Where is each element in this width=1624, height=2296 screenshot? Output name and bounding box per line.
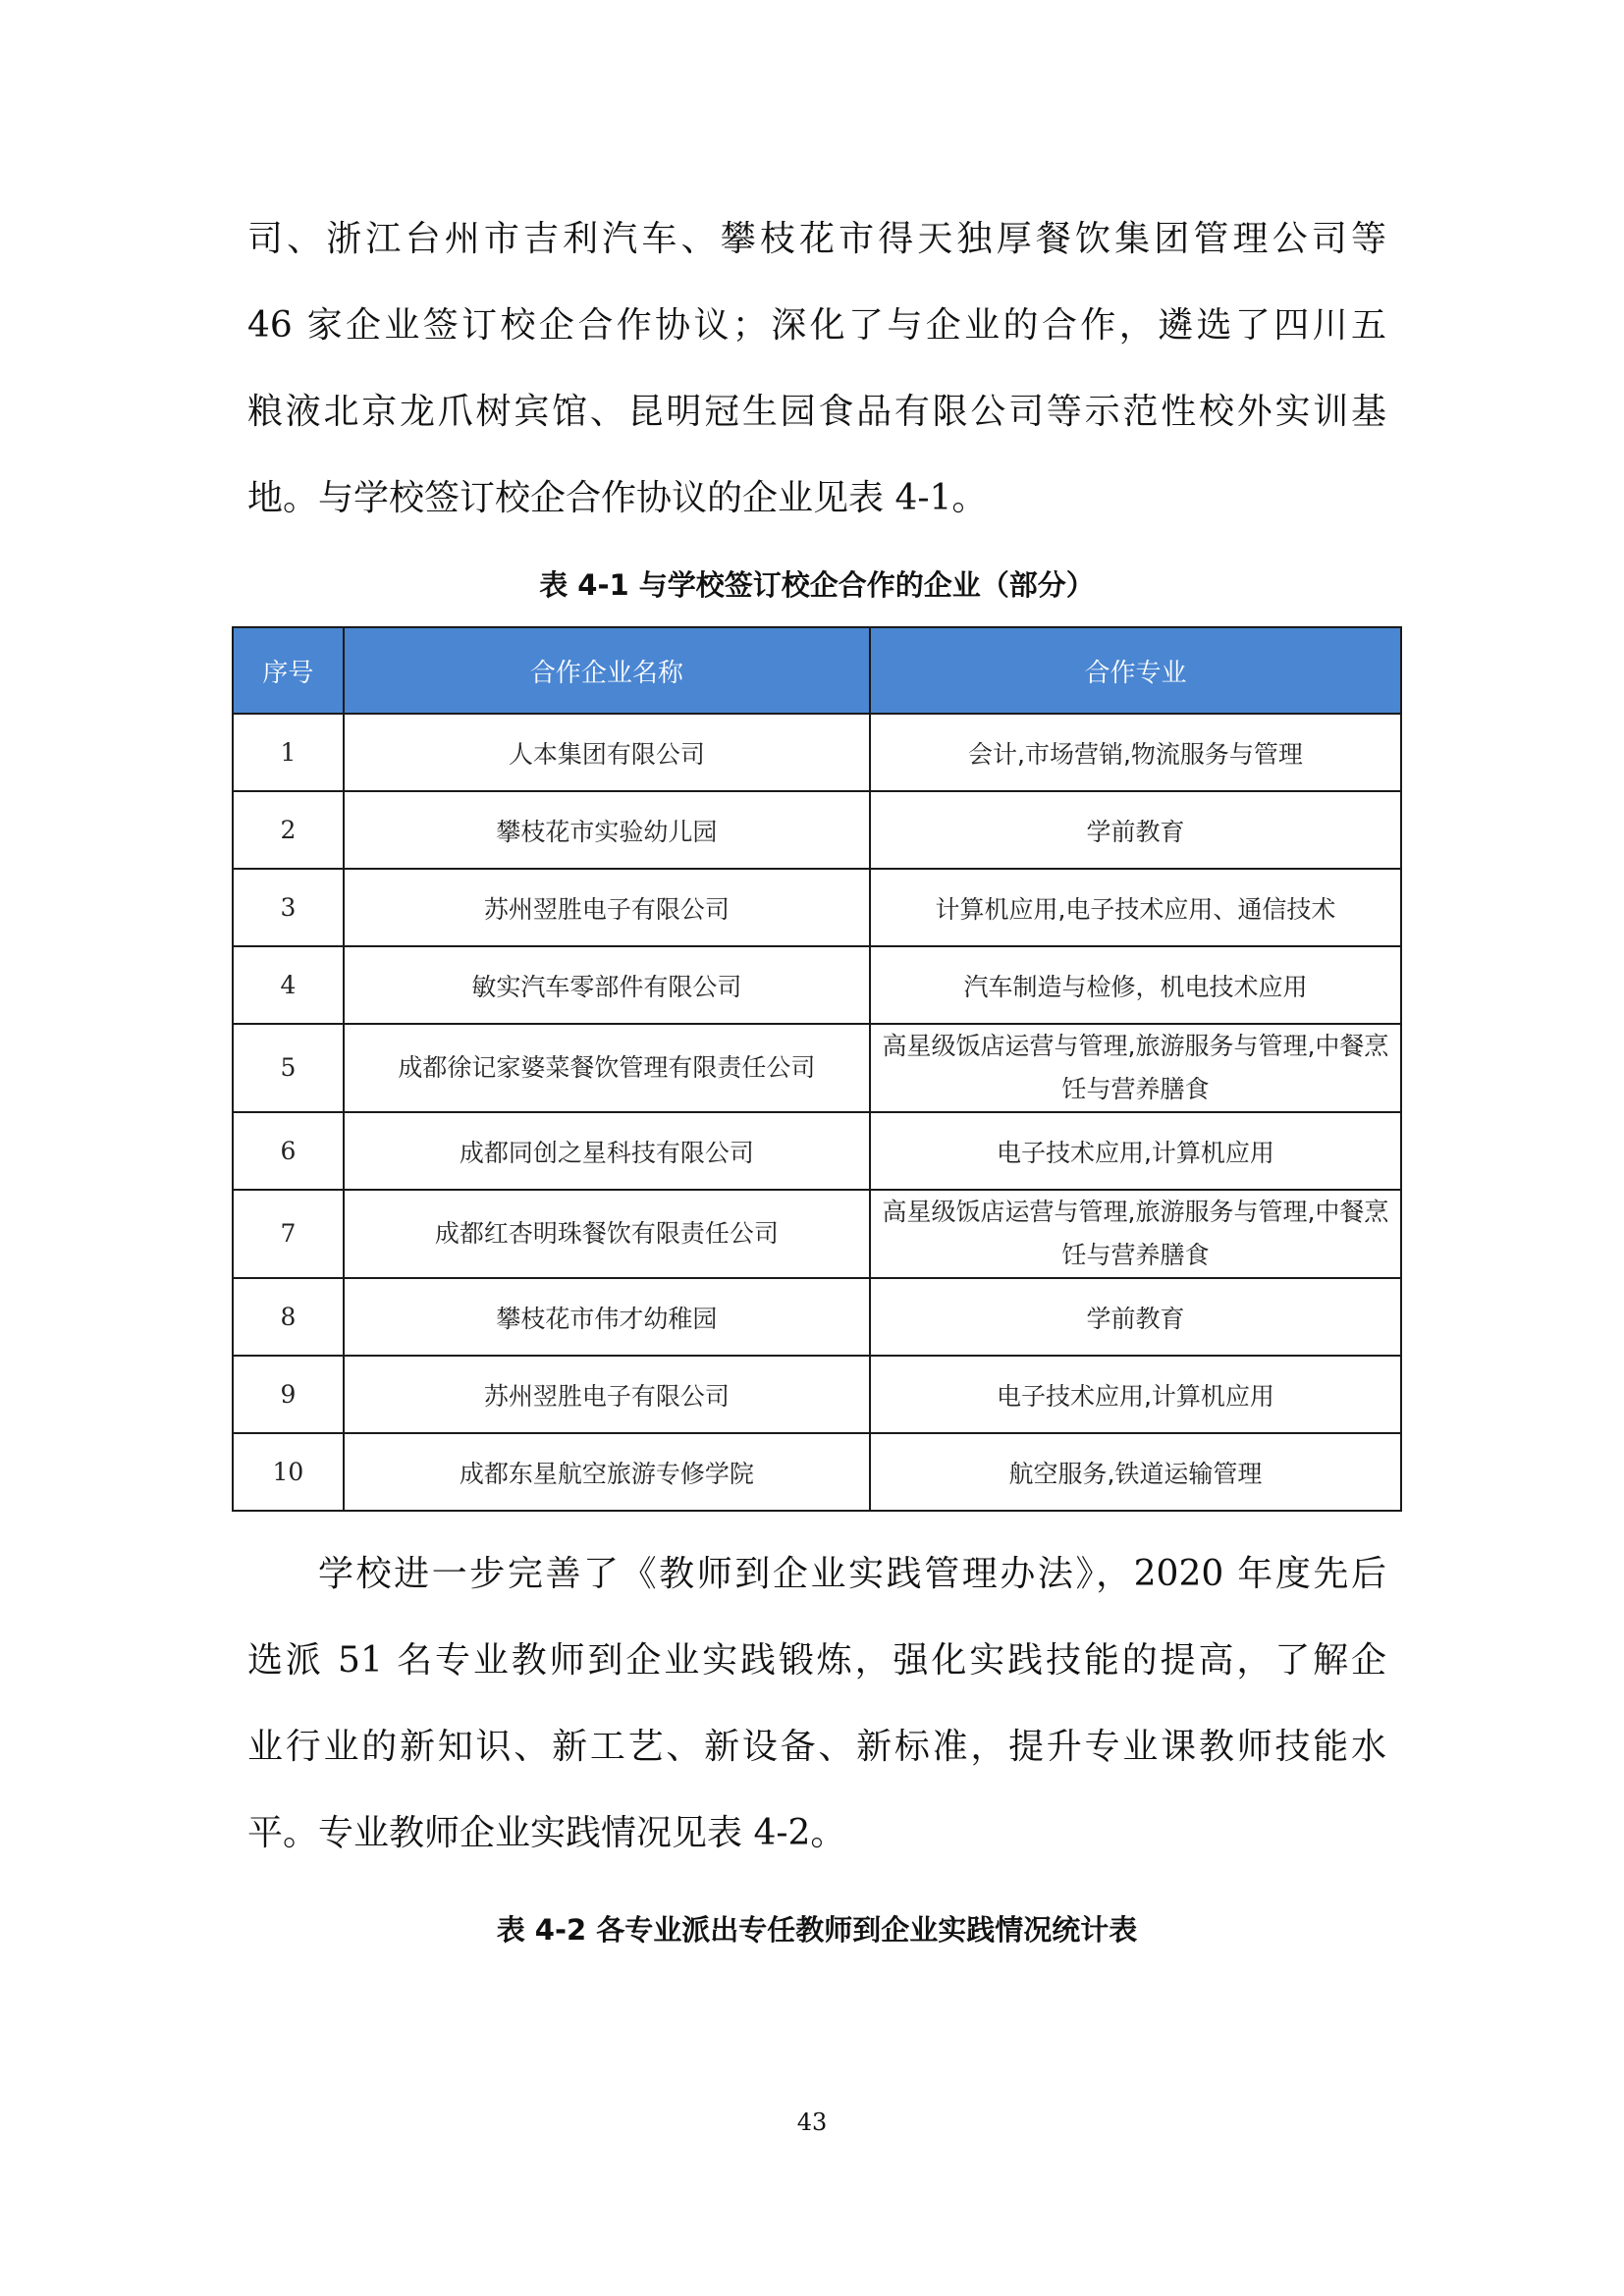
row-index: 3 xyxy=(233,869,344,946)
table-row xyxy=(233,1433,1401,1511)
row-major: 学前教育 xyxy=(870,1278,1401,1356)
row-major: 电子技术应用,计算机应用 xyxy=(870,1112,1401,1190)
row-major: 高星级饭店运营与管理,旅游服务与管理,中餐烹饪与营养膳食 xyxy=(870,1024,1401,1112)
table-row xyxy=(233,791,1401,869)
row-enterprise: 苏州翌胜电子有限公司 xyxy=(344,869,870,946)
table-row xyxy=(233,1024,1401,1112)
row-major: 航空服务,铁道运输管理 xyxy=(870,1433,1401,1511)
row-major: 会计,市场营销,物流服务与管理 xyxy=(870,714,1401,791)
paragraph-line: 46 家企业签订校企合作协议；深化了与企业的合作，遴选了四川五 xyxy=(247,305,1386,346)
table-caption: 表 4-1 与学校签订校企合作的企业（部分） xyxy=(539,568,1095,602)
row-index: 9 xyxy=(233,1356,344,1433)
paragraph-line: 业行业的新知识、新工艺、新设备、新标准，提升专业课教师技能水 xyxy=(247,1727,1386,1767)
header-enterprise-name: 合作企业名称 xyxy=(344,627,870,714)
row-enterprise: 攀枝花市实验幼儿园 xyxy=(344,791,870,869)
page-number: 43 xyxy=(796,2109,828,2136)
table-row xyxy=(233,946,1401,1024)
row-major: 学前教育 xyxy=(870,791,1401,869)
table-row xyxy=(233,714,1401,791)
table-row xyxy=(233,1356,1401,1433)
paragraph-line: 粮液北京龙爪树宾馆、昆明冠生园食品有限公司等示范性校外实训基 xyxy=(247,392,1386,432)
row-enterprise: 成都红杏明珠餐饮有限责任公司 xyxy=(344,1190,870,1278)
row-index: 8 xyxy=(233,1278,344,1356)
row-index: 2 xyxy=(233,791,344,869)
table-row xyxy=(233,1190,1401,1278)
row-index: 5 xyxy=(233,1024,344,1112)
paragraph-line: 平。专业教师企业实践情况见表 4-2。 xyxy=(247,1813,846,1853)
table-row xyxy=(233,1112,1401,1190)
header-major: 合作专业 xyxy=(870,627,1401,714)
paragraph-line: 选派 51 名专业教师到企业实践锻炼，强化实践技能的提高，了解企 xyxy=(247,1640,1386,1681)
row-enterprise: 攀枝花市伟才幼稚园 xyxy=(344,1278,870,1356)
row-enterprise: 苏州翌胜电子有限公司 xyxy=(344,1356,870,1433)
paragraph-line: 学校进一步完善了《教师到企业实践管理办法》，2020 年度先后 xyxy=(318,1554,1386,1594)
row-enterprise: 成都同创之星科技有限公司 xyxy=(344,1112,870,1190)
row-major: 计算机应用,电子技术应用、通信技术 xyxy=(870,869,1401,946)
paragraph-line: 地。与学校签订校企合作协议的企业见表 4-1。 xyxy=(247,478,988,518)
row-major: 汽车制造与检修，机电技术应用 xyxy=(870,946,1401,1024)
row-index: 10 xyxy=(233,1433,344,1511)
table-header-row xyxy=(233,627,1401,714)
row-enterprise: 成都徐记家婆菜餐饮管理有限责任公司 xyxy=(344,1024,870,1112)
table-row xyxy=(233,1278,1401,1356)
table-caption: 表 4-2 各专业派出专任教师到企业实践情况统计表 xyxy=(496,1913,1138,1947)
row-index: 6 xyxy=(233,1112,344,1190)
row-index: 4 xyxy=(233,946,344,1024)
row-enterprise: 人本集团有限公司 xyxy=(344,714,870,791)
header-index: 序号 xyxy=(233,627,344,714)
row-major: 高星级饭店运营与管理,旅游服务与管理,中餐烹饪与营养膳食 xyxy=(870,1190,1401,1278)
row-enterprise: 成都东星航空旅游专修学院 xyxy=(344,1433,870,1511)
paragraph-teacher-practice xyxy=(247,1531,1386,1877)
row-enterprise: 敏实汽车零部件有限公司 xyxy=(344,946,870,1024)
row-index: 1 xyxy=(233,714,344,791)
row-index: 7 xyxy=(233,1190,344,1278)
cooperation-enterprises-table xyxy=(232,626,1402,1512)
table-row xyxy=(233,869,1401,946)
paragraph-cooperation xyxy=(247,196,1386,542)
paragraph-line: 司、浙江台州市吉利汽车、攀枝花市得天独厚餐饮集团管理公司等 xyxy=(247,219,1386,259)
row-major: 电子技术应用,计算机应用 xyxy=(870,1356,1401,1433)
